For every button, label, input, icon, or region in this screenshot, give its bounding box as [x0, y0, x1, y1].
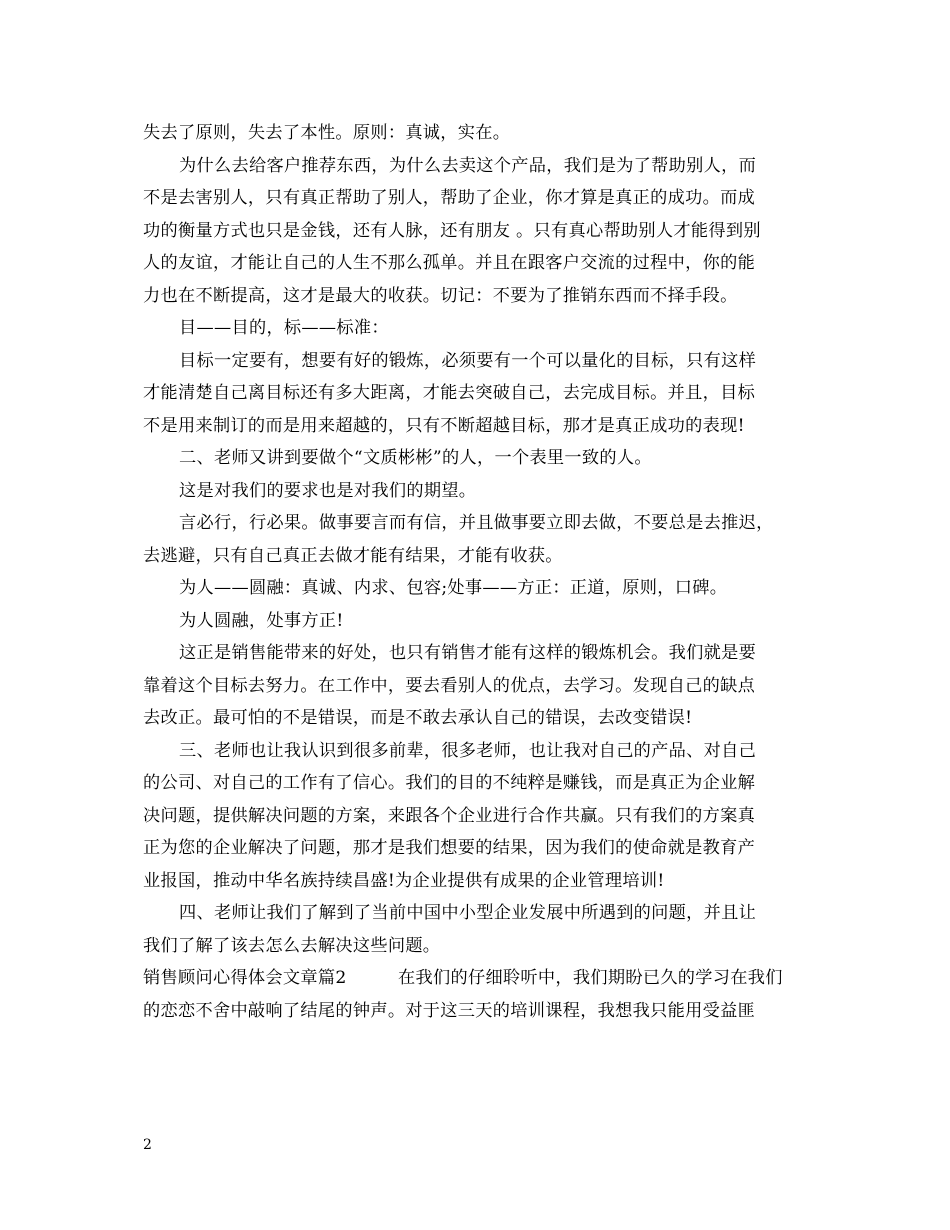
text-line: 为人——圆融：真诚、内求、包容;处事——方正：正道，原则，口碑。	[179, 578, 728, 598]
text-line: 目标一定要有，想要有好的锻炼，必须要有一个可以量化的目标，只有这样	[179, 350, 757, 371]
text-line: 言必行，行必果。做事要言而有信，并且做事要立即去做，不要总是去推迟，	[179, 513, 774, 533]
text-line: 二、老师又讲到要做个“文质彬彬”的人，一个表里一致的人。	[179, 448, 652, 468]
text-line: 才能清楚自己离目标还有多大距离，才能去突破自己，去完成目标。并且，目标	[143, 383, 756, 403]
text-line: 这是对我们的要求也是对我们的期望。	[179, 480, 477, 501]
text-line: 正为您的企业解决了问题，那才是我们想要的结果，因为我们的使命就是教育产	[143, 838, 756, 858]
section-heading: 销售顾问心得体会文章篇2	[143, 968, 347, 988]
text-line: 失去了原则，失去了本性。原则：真诚，实在。	[143, 123, 511, 143]
text-line: 靠着这个目标去努力。在工作中，要去看别人的优点，去学习。发现自己的缺点	[143, 675, 756, 696]
text-line: 不是去害别人，只有真正帮助了别人，帮助了企业，你才算是真正的成功。而成	[143, 188, 756, 208]
page-number: 2	[143, 1137, 152, 1153]
text-line: 为什么去给客户推荐东西，为什么去卖这个产品，我们是为了帮助别人，而	[179, 155, 757, 176]
text-line: 去改正。最可怕的不是错误，而是不敢去承认自己的错误，去改变错误!	[143, 708, 693, 728]
text-line: 为人圆融，处事方正!	[179, 610, 344, 631]
section-heading-continuation: 在我们的仔细聆听中，我们期盼已久的学习在我们	[398, 968, 783, 988]
text-line: 功的衡量方式也只是金钱，还有人脉，还有朋友 。只有真心帮助别人才能得到别	[143, 220, 761, 241]
text-line: 的公司、对自己的工作有了信心。我们的目的不纯粹是赚钱，而是真正为企业解	[143, 773, 756, 793]
document-body	[143, 117, 813, 1027]
text-line: 去逃避，只有自己真正去做才能有结果，才能有收获。	[143, 545, 563, 566]
text-line: 人的友谊，才能让自己的人生不那么孤单。并且在跟客户交流的过程中，你的能	[143, 253, 756, 273]
text-line: 我们了解了该去怎么去解决这些问题。	[143, 935, 441, 956]
text-line: 三、老师也让我认识到很多前辈，很多老师，也让我对自己的产品、对自己	[179, 740, 757, 761]
paragraph-lines	[143, 117, 813, 962]
text-line: 力也在不断提高，这才是最大的收获。切记：不要为了推销东西而不择手段。	[143, 285, 738, 306]
section-heading-line	[143, 962, 813, 995]
text-line: 四、老师让我们了解到了当前中国中小型企业发展中所遇到的问题，并且让	[179, 903, 757, 923]
text-line: 不是用来制订的而是用来超越的，只有不断超越目标，那才是真正成功的表现!	[143, 415, 745, 436]
text-line: 目——目的，标——标准：	[179, 318, 389, 338]
text-line: 业报国，推动中华名族持续昌盛!为企业提供有成果的企业管理培训!	[143, 870, 665, 891]
text-line: 决问题，提供解决问题的方案，来跟各个企业进行合作共赢。只有我们的方案真	[143, 805, 756, 826]
text-line: 这正是销售能带来的好处，也只有销售才能有这样的锻炼机会。我们就是要	[179, 643, 757, 663]
closing-line: 的恋恋不舍中敲响了结尾的钟声。对于这三天的培训课程，我想我只能用受益匪	[143, 1000, 756, 1021]
